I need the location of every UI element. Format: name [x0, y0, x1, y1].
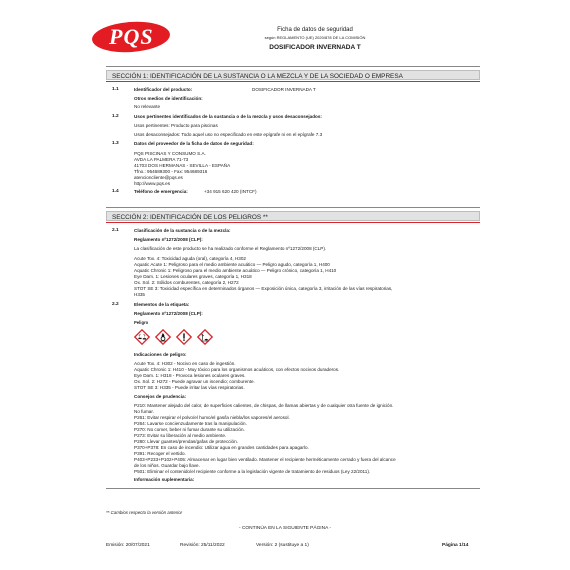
- label-precautionary-statements: Consejos de prudencia:: [134, 394, 187, 399]
- section-1-title: SECCIÓN 1: IDENTIFICACIÓN DE LA SUSTANCIA O LA MEZCLA Y DE LA SOCIEDAD O EMPRESA: [112, 72, 403, 80]
- version-info: Versión: 2 (sustituye a 1): [256, 543, 309, 548]
- num-1-1: 1.1: [112, 87, 119, 92]
- classification-intro: La clasificación de este producto se ha realizado conforme el Reglamento nº1272/2008 (CLP).: [134, 246, 327, 251]
- section-underline: [106, 81, 480, 82]
- label-product-identifier: Identificador del producto:: [134, 87, 193, 92]
- prudence-line: P273: Evitar su liberación al medio ambiente.: [134, 433, 227, 438]
- prudence-line: P261: Evitar respirar el polvo/el humo/el gas/la niebla/los vapores/el aerosol.: [134, 415, 290, 420]
- classification-line: Ox. Sol. 2: Sólidos comburentes, categoría 2, H272: [134, 280, 239, 285]
- flame-over-circle-icon: [155, 329, 171, 345]
- value-emergency-phone: +34 915 620 420 (INTCF): [204, 189, 257, 194]
- value-product-identifier: DOSIFICADOR INVERNADA T: [252, 87, 316, 92]
- environment-icon: [197, 329, 213, 345]
- signal-word: Peligro: [134, 320, 149, 325]
- product-name: DOSIFICADOR INVERNADA T: [269, 44, 361, 51]
- label-uses: Usos pertinentes identificados de la sustancia o de la mezcla y usos desaconsejados:: [134, 114, 322, 119]
- label-supplementary-info: Información suplementaria:: [134, 477, 195, 482]
- regulation-line: según REGLAMENTO (UE) 2020/878 DE LA COMISIÓN: [264, 35, 366, 40]
- label-other-means: Otros medios de identificación:: [134, 96, 203, 101]
- revision-date: Revisión: 25/11/2022: [180, 543, 225, 548]
- doc-title: Ficha de datos de seguridad: [277, 27, 353, 33]
- corrosion-icon: [134, 329, 150, 345]
- emission-date: Emisión: 20/07/2021: [106, 543, 150, 548]
- ghs-pictograms: [134, 329, 213, 345]
- exclamation-icon: [176, 329, 192, 345]
- prudence-line: No fumar.: [134, 409, 154, 414]
- prudence-line: P403+P233+P102+P405: Almacenar en lugar bien ventilado. Mantener el recipiente herméticamente cerrado y fuera del alcance: [134, 457, 396, 462]
- prudence-line: de los niños. Guardar bajo llave.: [134, 463, 200, 468]
- page-number: Página 1/14: [442, 543, 469, 548]
- label-classification: Clasificación de la sustancia o de la mezcla:: [134, 228, 231, 233]
- supplier-line: 41703 DOS HERMANAS - SEVILLA - ESPAÑA: [134, 163, 231, 168]
- classification-line: Aquatic Acute 1: Peligroso para el medio ambiente acuático — Peligro agudo, categoría 1, H400: [134, 262, 330, 267]
- num-1-4: 1.4: [112, 189, 119, 194]
- uses-pertinent: Usos pertinentes: Producto para piscinas: [134, 123, 218, 128]
- reg-clp-label: Reglamento nº1272/2008 (CLP):: [134, 311, 203, 316]
- section-2-title: SECCIÓN 2: IDENTIFICACIÓN DE LOS PELIGROS **: [112, 213, 268, 221]
- label-hazard-statements: Indicaciones de peligro:: [134, 352, 187, 357]
- hazard-line: Aquatic Chronic 1: H410 - Muy tóxico para los organismos acuáticos, con efectos nocivos duraderos.: [134, 367, 340, 372]
- classification-line: STOT SE 3: Toxicidad específica en determinados órganos — Exposición única, categoría 3, irritación de las vías respiratorias,: [134, 286, 393, 291]
- hazard-line: Eye Dam. 1: H318 - Provoca lesiones oculares graves.: [134, 373, 246, 378]
- prudence-line: P391: Recoger el vertido.: [134, 451, 186, 456]
- changes-note: ** Cambios respecto la versión anterior: [106, 510, 183, 515]
- prudence-line: P264: Lavarse concienzudamente tras la manipulación.: [134, 421, 247, 426]
- prudence-line: P210: Mantener alejado del calor, de superficies calientes, de chispas, de llamas abiertas y de cualquier otra fuente de ignición.: [134, 403, 394, 408]
- supplier-website[interactable]: http://www.pqs.es: [134, 181, 171, 186]
- supplier-line: AVDA LA PALMERA 71-73: [134, 157, 189, 162]
- supplier-line: Tfno.: 954689300 - Fax: 954689316: [134, 169, 208, 174]
- divider: [106, 207, 480, 208]
- supplier-line: PQS PISCINAS Y CONSUMO S.A.: [134, 151, 206, 156]
- hazard-line: Acute Tox. 4: H302 - Nocivo en caso de ingestión.: [134, 361, 236, 366]
- prudence-line: P501: Eliminar el contenido/el recipiente conforme a la legislación vigente de tratamiento de residuos (Ley 22/2011).: [134, 469, 371, 474]
- divider: [106, 66, 480, 67]
- num-1-3: 1.3: [112, 141, 119, 146]
- classification-line: Acute Tox. 4: Toxicidad aguda (oral), categoría 4, H302: [134, 256, 246, 261]
- label-emergency-phone: Teléfono de emergencia:: [134, 189, 188, 194]
- section-2-bar: [106, 211, 480, 221]
- supplier-email[interactable]: atencioncliente@pqs.es: [134, 175, 183, 180]
- num-1-2: 1.2: [112, 114, 119, 119]
- section-1-bar: [106, 70, 480, 80]
- prudence-line: P270: No comer, beber ni fumar durante su utilización.: [134, 427, 245, 432]
- uses-discouraged: Usos desaconsejados: Todo aquel uso no especificado en este epígrafe ni en el epígrafe 7.3: [134, 132, 323, 137]
- value-other-means: No relevante: [134, 104, 161, 109]
- pqs-logo: PQS: [91, 19, 171, 54]
- hazard-line: Ox. Sol. 2: H272 - Puede agravar un incendio; comburente.: [134, 379, 255, 384]
- classification-line: Eye Dam. 1: Lesiones oculares graves, categoría 1, H318: [134, 274, 252, 279]
- section-underline: [106, 222, 480, 223]
- continues-next-page: - CONTINÚA EN LA SIGUIENTE PÁGINA -: [239, 526, 331, 531]
- label-supplier: Datos del proveedor de la ficha de datos de seguridad:: [134, 141, 254, 146]
- label-label-elements: Elementos de la etiqueta:: [134, 302, 190, 307]
- classification-line: H335: [134, 292, 145, 297]
- divider: [106, 488, 480, 489]
- hazard-line: STOT SE 3: H335 - Puede irritar las vías respiratorias.: [134, 385, 245, 390]
- num-2-1: 2.1: [112, 228, 119, 233]
- prudence-line: P280: Llevar guantes/prendas/gafas de protección.: [134, 439, 238, 444]
- num-2-2: 2.2: [112, 302, 119, 307]
- prudence-line: P370+P378: En caso de incendio: Utilizar agua en grandes cantidades para apagarlo.: [134, 445, 309, 450]
- classification-line: Aquatic Chronic 1: Peligroso para el medio ambiente acuático — Peligro crónico, categoría 1, H410: [134, 268, 337, 273]
- reg-clp-label: Reglamento nº1272/2008 (CLP):: [134, 237, 203, 242]
